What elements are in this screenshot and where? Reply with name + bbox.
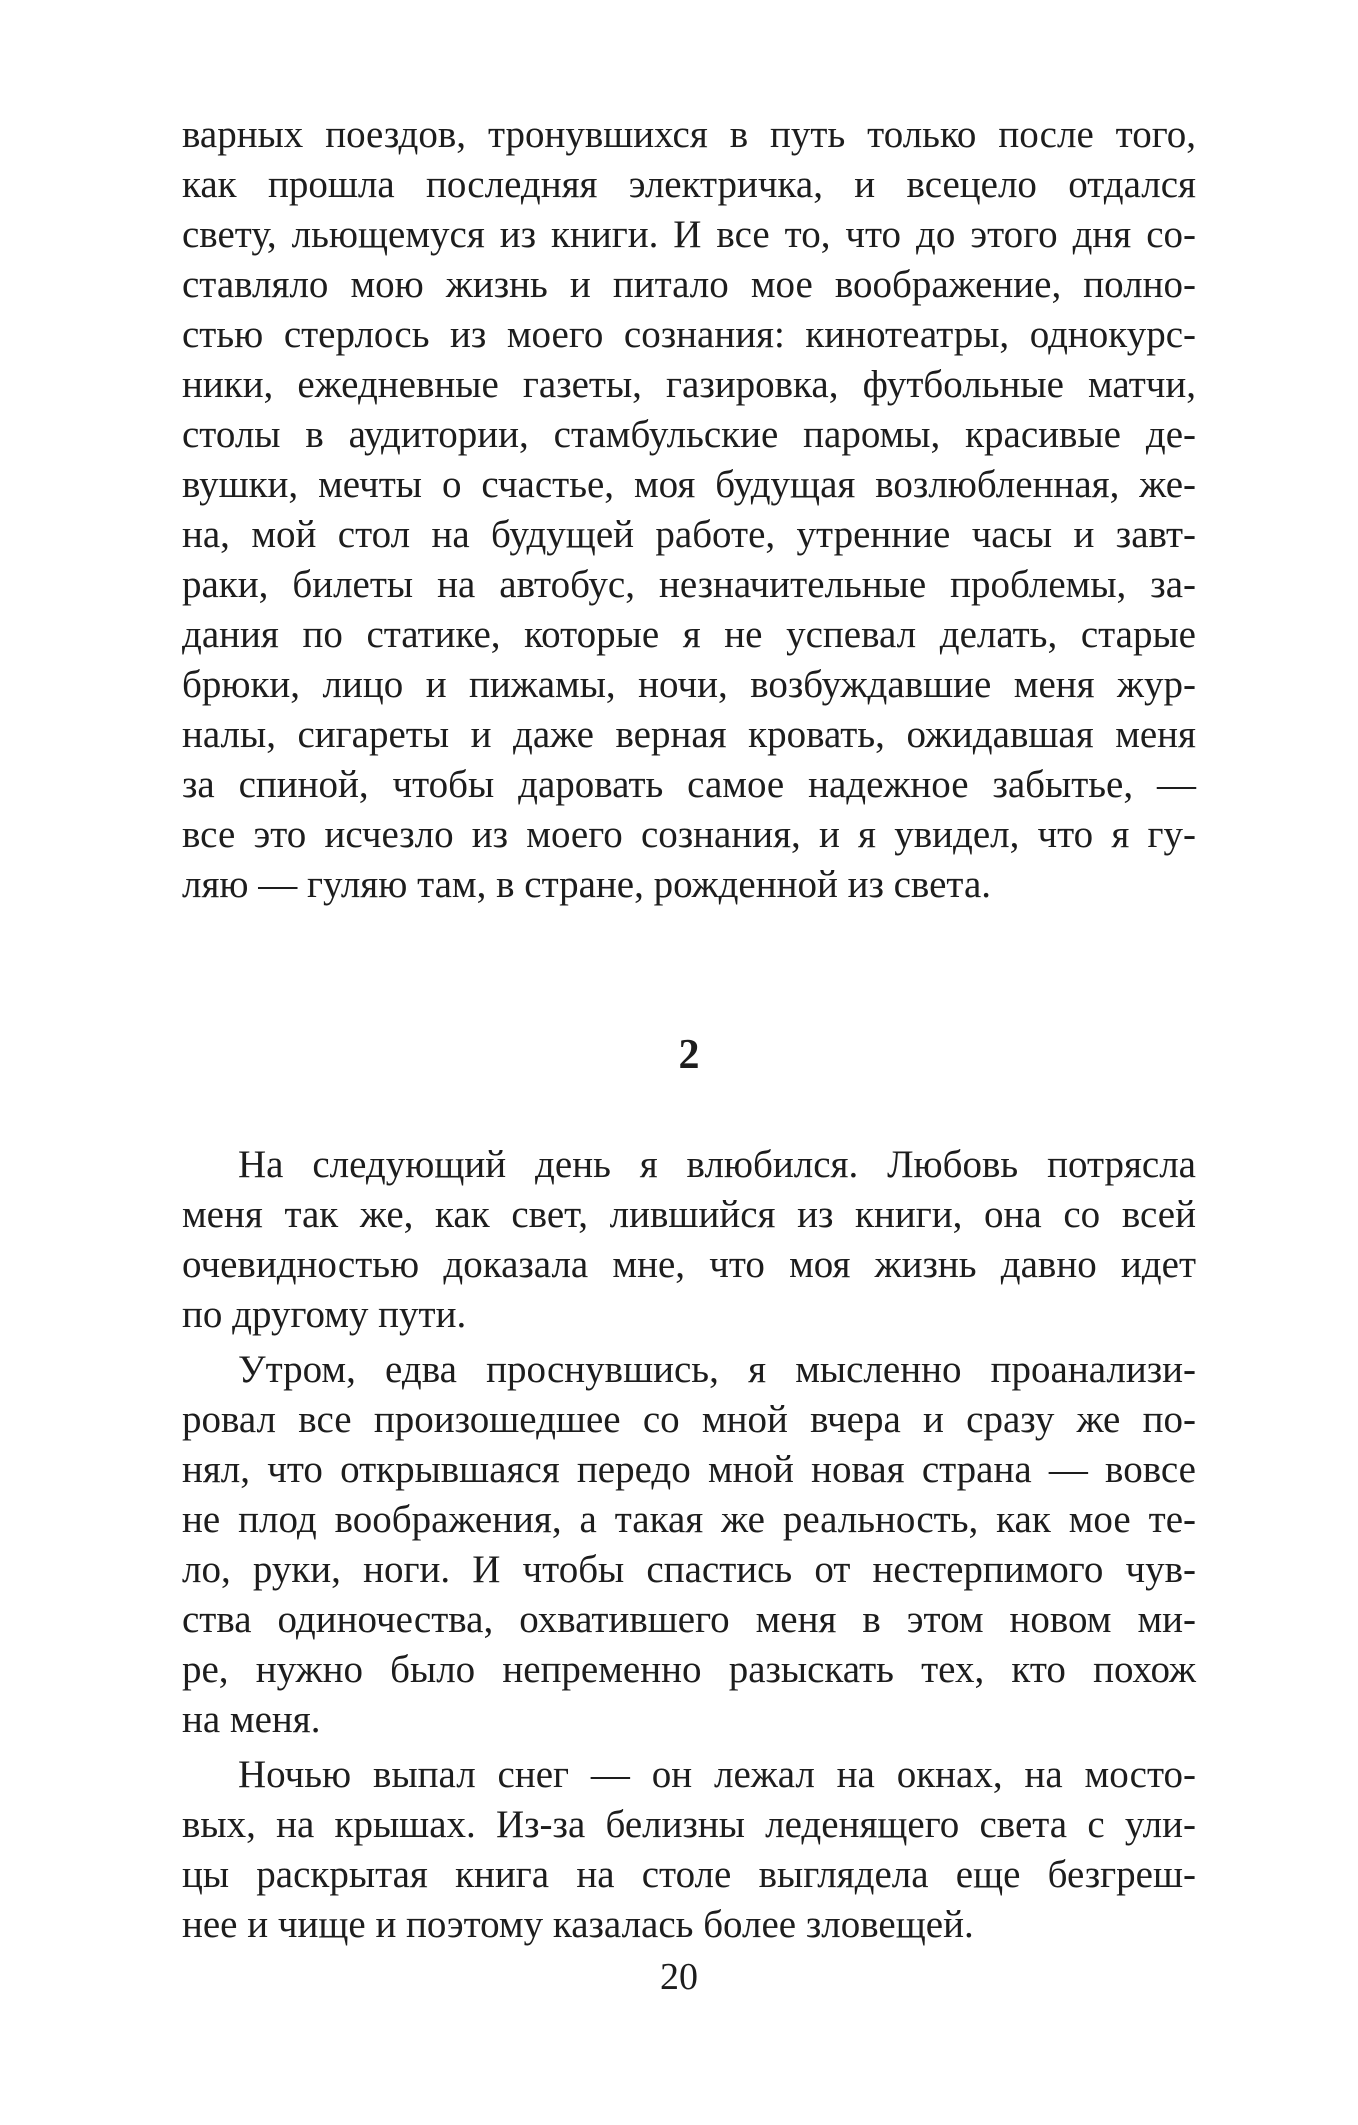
text-line: ляю — гуляю там, в стране, рожденной из света. xyxy=(182,863,992,906)
text-line: ровал все произошедшее со мной вчера и сразу же по- xyxy=(182,1398,1196,1441)
text-line: меня так же, как свет, лившийся из книги, она со всей xyxy=(182,1193,1196,1236)
paragraph xyxy=(182,1750,1196,1950)
text-line: не плод воображения, а такая же реальность, как мое те- xyxy=(182,1498,1196,1541)
page-number: 20 xyxy=(660,1956,698,1998)
text-line: налы, сигареты и даже верная кровать, ожидавшая меня xyxy=(182,713,1196,756)
paragraph xyxy=(182,1345,1196,1745)
text-line: свету, льющемуся из книги. И все то, что до этого дня со- xyxy=(182,213,1196,256)
text-line: очевидностью доказала мне, что моя жизнь давно идет xyxy=(182,1243,1196,1286)
text-line: Ночью выпал снег — он лежал на окнах, на мосто- xyxy=(238,1753,1196,1796)
text-line: ре, нужно было непременно разыскать тех, кто похож xyxy=(182,1648,1196,1691)
text-line: дания по статике, которые я не успевал делать, старые xyxy=(182,613,1196,656)
text-line: на меня. xyxy=(182,1698,321,1741)
text-line: варных поездов, тронувшихся в путь только после того, xyxy=(182,113,1196,156)
text-line: ства одиночества, охватившего меня в этом новом ми- xyxy=(182,1598,1196,1641)
text-line: брюки, лицо и пижамы, ночи, возбуждавшие меня жур- xyxy=(182,663,1196,706)
text-line: Утром, едва проснувшись, я мысленно проанализи- xyxy=(238,1348,1196,1391)
text-line: по другому пути. xyxy=(182,1293,467,1336)
text-line: цы раскрытая книга на столе выглядела еще безгреш- xyxy=(182,1853,1196,1896)
paragraph xyxy=(182,110,1196,910)
text-line: вушки, мечты о счастье, моя будущая возлюбленная, же- xyxy=(182,463,1196,506)
text-line: стью стерлось из моего сознания: кинотеатры, однокурс- xyxy=(182,313,1196,356)
text-line: ставляло мою жизнь и питало мое воображение, полно- xyxy=(182,263,1196,306)
text-line: все это исчезло из моего сознания, и я увидел, что я гу- xyxy=(182,813,1196,856)
text-line: на, мой стол на будущей работе, утренние часы и завт- xyxy=(182,513,1196,556)
text-line: вых, на крышах. Из-за белизны леденящего света с ули- xyxy=(182,1803,1196,1846)
chapter-number: 2 xyxy=(678,1032,700,1078)
text-line: за спиной, чтобы даровать самое надежное забытье, — xyxy=(182,763,1196,806)
text-line: На следующий день я влюбился. Любовь потрясла xyxy=(238,1143,1196,1186)
book-page xyxy=(182,110,1196,1950)
text-line: нял, что открывшаяся передо мной новая страна — вовсе xyxy=(182,1448,1196,1491)
text-line: раки, билеты на автобус, незначительные проблемы, за- xyxy=(182,563,1196,606)
text-line: столы в аудитории, стамбульские паромы, красивые де- xyxy=(182,413,1196,456)
text-line: нее и чище и поэтому казалась более зловещей. xyxy=(182,1903,974,1946)
text-line: как прошла последняя электричка, и всецело отдался xyxy=(182,163,1196,206)
paragraph xyxy=(182,1140,1196,1340)
text-line: ло, руки, ноги. И чтобы спастись от нестерпимого чув- xyxy=(182,1548,1196,1591)
text-line: ники, ежедневные газеты, газировка, футбольные матчи, xyxy=(182,363,1196,406)
